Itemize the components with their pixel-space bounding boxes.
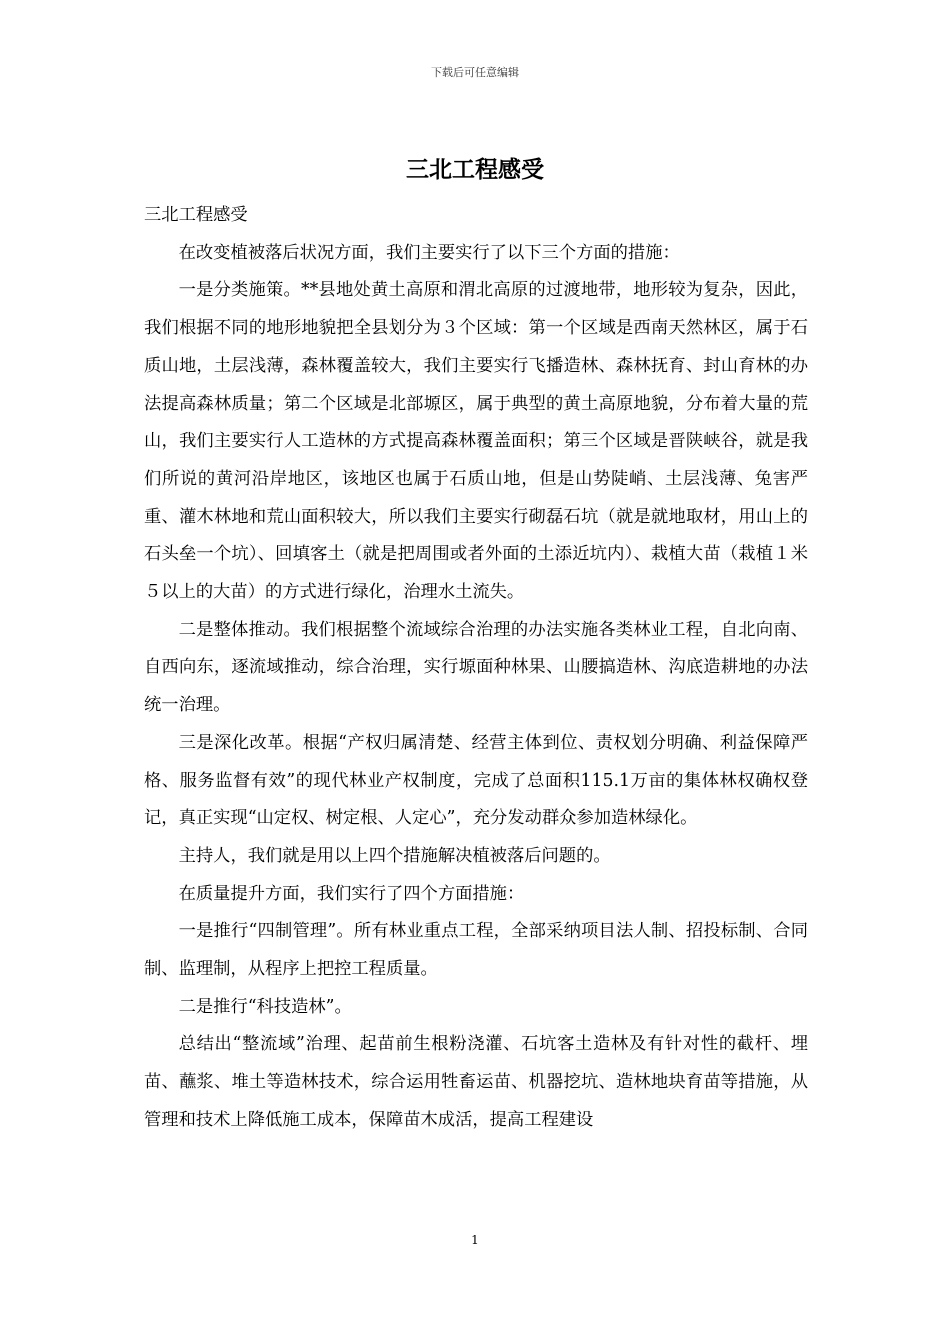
document-body	[144, 197, 808, 1140]
page-number: 1	[471, 1233, 479, 1247]
page-header: 下载后可任意编辑	[431, 66, 519, 79]
summary-paragraph: 主持人，我们就是用以上四个措施解决植被落后问题的。	[178, 845, 611, 866]
quality-1-paragraph: 一是推行“四制管理”。所有林业重点工程，全部采纳项目法人制、招投标制、合同制、监理制，从程序上把控工程质量。	[144, 921, 808, 980]
subtitle-paragraph: 三北工程感受	[144, 205, 248, 225]
measure-1-paragraph: 一是分类施策。**县地处黄土高原和渭北高原的过渡地带，地形较为复杂，因此，我们根据不同的地形地貌把全县划分为３个区域：第一个区域是西南天然林区，属于石质山地，土层浅薄，森林覆盖较大，我们主要实行飞播造林、森林抚育、封山育林的办法提高森林质量；第二个区域是北部塬区，属于典型的黄土高原地貌，分布着大量的荒山，我们主要实行人工造林的方式提高森林覆盖面积；第三个区域是晋陕峡谷，就是我们所说的黄河沿岸地区，该地区也属于石质山地，但是山势陡峭、土层浅薄、兔害严重、灌木林地和荒山面积较大，所以我们主要实行砌磊石坑（就是就地取材，用山上的石头垒一个坑）、回填客土（就是把周围或者外面的土添近坑内）、栽植大苗（栽植１米５以上的大苗）的方式进行绿化，治理水土流失。	[144, 280, 808, 603]
measure-3-paragraph: 三是深化改革。根据“产权归属清楚、经营主体到位、责权划分明确、利益保障严格、服务监督有效”的现代林业产权制度，完成了总面积115.1万亩的集体林权确权登记，真正实现“山定权、树定根、人定心”，充分发动群众参加造林绿化。	[144, 732, 808, 829]
document-title: 三北工程感受	[406, 157, 544, 183]
measure-2-paragraph: 二是整体推动。我们根据整个流域综合治理的办法实施各类林业工程，自北向南、自西向东，逐流域推动，综合治理，实行塬面种林果、山腰搞造林、沟底造耕地的办法统一治理。	[144, 619, 808, 716]
quality-intro-paragraph: 在质量提升方面，我们实行了四个方面措施：	[178, 883, 525, 904]
intro-paragraph: 在改变植被落后状况方面，我们主要实行了以下三个方面的措施：	[178, 242, 680, 263]
technique-paragraph: 总结出“整流域”治理、起苗前生根粉浇灌、石坑客土造林及有针对性的截杆、埋苗、蘸浆、堆土等造林技术，综合运用牲畜运苗、机器挖坑、造林地块育苗等措施，从管理和技术上降低施工成本，保障苗木成活，提高工程建设	[144, 1034, 808, 1130]
quality-2-paragraph: 二是推行“科技造林”。	[178, 996, 352, 1017]
